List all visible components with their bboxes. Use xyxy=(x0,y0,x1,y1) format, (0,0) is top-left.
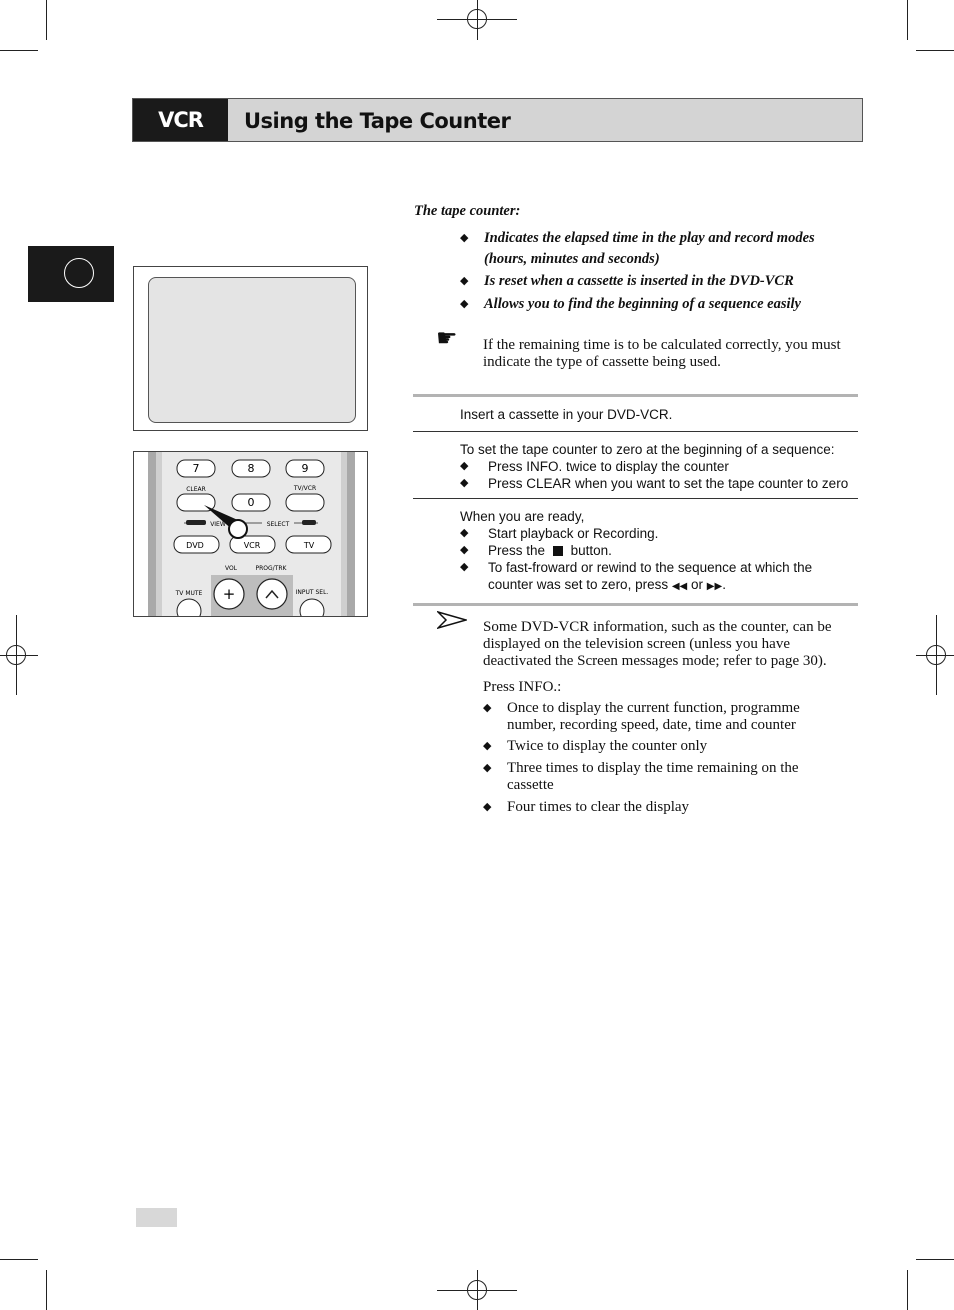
select-label: SELECT xyxy=(266,521,290,528)
section-header xyxy=(132,98,863,142)
page-title: Using the Tape Counter xyxy=(244,109,511,133)
key-7-label: 7 xyxy=(192,462,200,475)
step-3-intro: When you are ready, xyxy=(460,509,585,524)
rewind-icon: ◀◀ xyxy=(671,581,688,592)
diamond-bullet-icon: ◆ xyxy=(460,298,469,310)
diamond-bullet-icon: ◆ xyxy=(460,477,469,489)
divider xyxy=(413,603,858,606)
inputsel-label: INPUT SEL. xyxy=(295,589,329,596)
divider xyxy=(413,394,858,397)
info-press-list xyxy=(483,700,828,816)
key-8-label: 8 xyxy=(247,462,255,475)
diamond-bullet-icon: ◆ xyxy=(483,762,492,774)
diamond-bullet-icon: ◆ xyxy=(460,527,469,539)
list-item: ◆ Twice to display the counter only xyxy=(483,738,708,754)
dvd-label: DVD xyxy=(186,541,204,550)
list-item: ◆ Allows you to find the beginning of a sequence easily xyxy=(460,294,860,315)
intro-list xyxy=(460,228,860,315)
diamond-bullet-icon: ◆ xyxy=(460,460,469,472)
diamond-bullet-icon: ◆ xyxy=(460,544,469,556)
vcr-label: VCR xyxy=(243,541,261,550)
remote-illustration xyxy=(133,451,368,617)
list-item: ◆ Press the button. xyxy=(460,543,612,558)
list-item: ◆ Press INFO. twice to display the counter xyxy=(460,459,729,474)
step-1-text: Insert a cassette in your DVD-VCR. xyxy=(460,407,673,422)
diamond-bullet-icon: ◆ xyxy=(460,275,469,287)
step-3 xyxy=(460,508,830,595)
tv-illustration xyxy=(133,266,368,431)
step-2-intro: To set the tape counter to zero at the beginning of a sequence: xyxy=(460,442,835,457)
diamond-bullet-icon: ◆ xyxy=(460,561,469,573)
crop-mark xyxy=(916,1259,954,1260)
section-tag: VCR xyxy=(133,99,228,141)
tvmute-label: TV MUTE xyxy=(175,590,203,597)
fast-forward-icon: ▶▶ xyxy=(706,581,723,592)
remote-control-icon xyxy=(134,452,368,617)
clear-label: CLEAR xyxy=(186,486,206,493)
key-0-label: 0 xyxy=(247,496,255,509)
divider xyxy=(413,431,858,432)
progtrk-label: PROG/TRK xyxy=(255,565,287,572)
diamond-bullet-icon: ◆ xyxy=(483,801,492,813)
tv-label: TV xyxy=(303,541,315,550)
note-2-text: Some DVD-VCR information, such as the counter, can be displayed on the television screen (unless you have deactivated the Screen messages mode; refer to page 30). xyxy=(483,619,832,669)
list-item: ◆ Start playback or Recording. xyxy=(460,526,659,541)
list-item: ◆ Is reset when a cassette is inserted in the DVD-VCR xyxy=(460,271,860,292)
press-info-label: Press INFO.: xyxy=(483,679,562,695)
crop-mark xyxy=(46,1270,47,1310)
crop-mark xyxy=(0,50,38,51)
side-tab xyxy=(28,246,114,302)
crop-mark xyxy=(916,50,954,51)
view-label: VIEW xyxy=(210,521,226,528)
intro-heading: The tape counter: xyxy=(414,203,521,219)
stop-icon xyxy=(553,546,563,556)
list-item: ◆ Once to display the current function, programme number, recording speed, date, time and counter xyxy=(483,700,800,733)
crop-mark xyxy=(46,0,47,40)
arrow-pointer-icon xyxy=(437,611,467,634)
diamond-bullet-icon: ◆ xyxy=(460,232,469,244)
diamond-bullet-icon: ◆ xyxy=(483,702,492,714)
list-item: ◆ Press CLEAR when you want to set the tape counter to zero xyxy=(460,476,849,491)
step-2 xyxy=(460,441,860,492)
pointing-hand-icon: ☛ xyxy=(436,326,458,352)
tv-screen xyxy=(148,277,356,423)
list-item: ◆ Four times to clear the display xyxy=(483,799,690,815)
language-circle-icon xyxy=(64,258,94,288)
note-text: If the remaining time is to be calculated correctly, you must indicate the type of cassette being used. xyxy=(483,337,841,370)
tvvcr-label: TV/VCR xyxy=(293,485,317,492)
list-item: ◆ To fast-froward or rewind to the sequence at which the counter was set to zero, press ◀◀ or ▶▶. xyxy=(460,560,813,592)
crop-mark xyxy=(907,1270,908,1310)
list-item: ◆ Indicates the elapsed time in the play and record modes (hours, minutes and seconds) xyxy=(460,230,815,267)
vol-label: VOL xyxy=(224,565,238,572)
page-number-box xyxy=(136,1208,177,1227)
crop-mark xyxy=(907,0,908,40)
list-item: ◆ Three times to display the time remaining on the cassette xyxy=(483,760,799,793)
crop-mark xyxy=(0,1259,38,1260)
divider xyxy=(413,498,858,499)
svg-text:+: + xyxy=(222,585,236,603)
diamond-bullet-icon: ◆ xyxy=(483,740,492,752)
key-9-label: 9 xyxy=(301,462,309,475)
